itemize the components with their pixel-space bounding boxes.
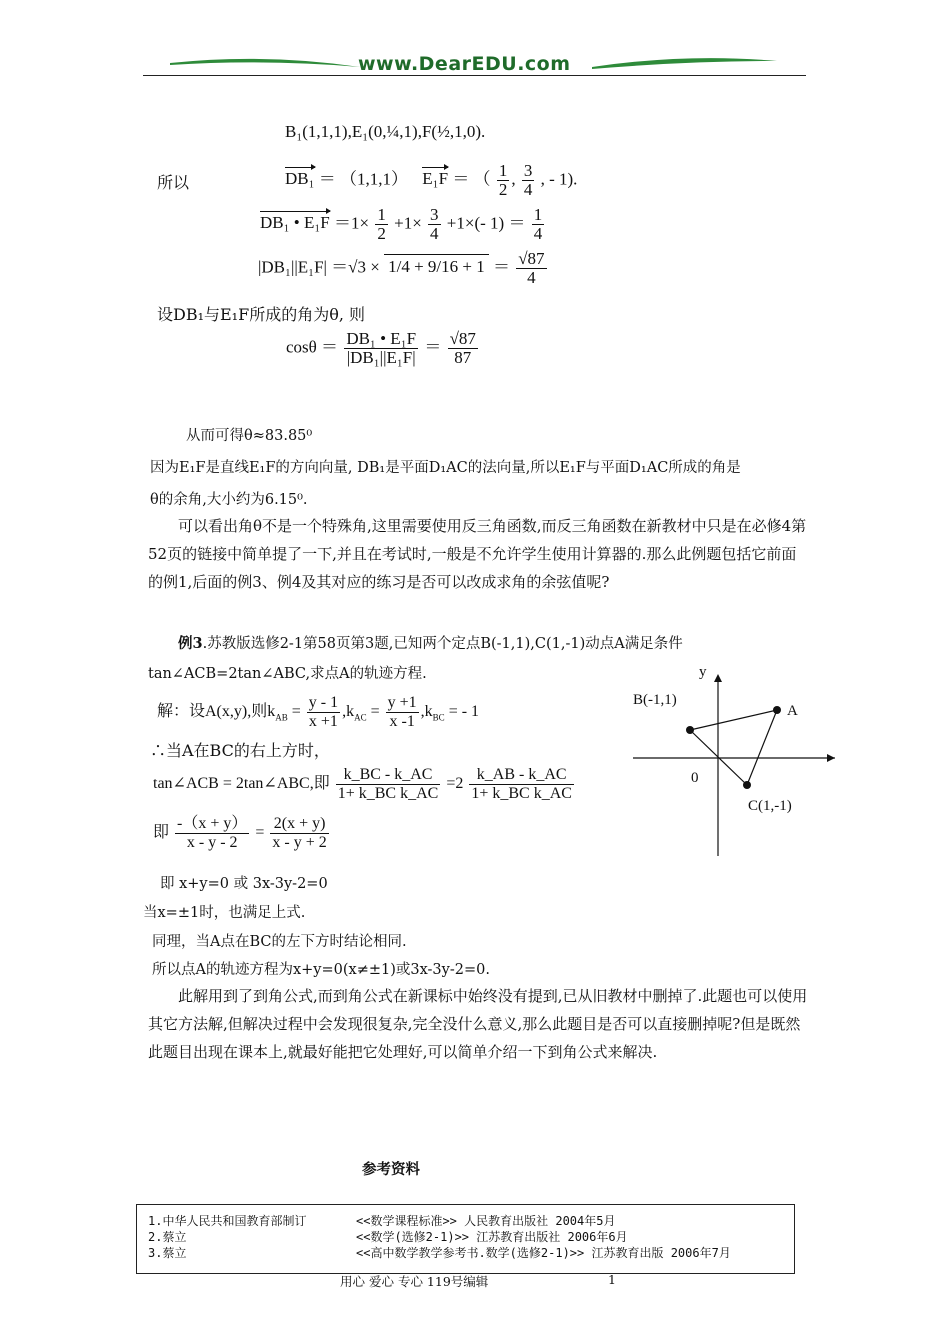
left-swoosh-decoration (170, 55, 360, 73)
vector-db1: DB₁ (285, 169, 315, 189)
fraction: $\frac{1}{2}$ (498, 161, 508, 199)
cos-left: cosθ ＝ (286, 337, 339, 357)
label-origin: 0 (691, 770, 699, 786)
label-b: B(-1,1) (633, 692, 677, 708)
dot-expr: ＝1× (334, 213, 370, 233)
label-c: C(1,-1) (748, 798, 792, 814)
solution-line-7: 同理，当A点在BC的左下方时结论相同. (152, 934, 407, 950)
fraction: $\frac{3}{4}$ (523, 161, 533, 199)
dot-expr-b: +1×(- 1) ＝ (446, 213, 526, 233)
segment-ac (747, 710, 777, 785)
fraction: $\frac{3}{4}$ (430, 205, 439, 243)
paragraph-conclusion: 此解用到了到角公式,而到角公式在新课标中始终没有提到,已从旧教材中删掉了.此题也可以使用其它方法解,但解决过程中会发现很复杂,完全没什么意义,那么此题目是否可以直接删掉呢?但是既然此题目出现在课本上,就最好能把它处理好,可以简单介绍一下到角公式来解决. (148, 987, 808, 1061)
fraction: $\frac{y +1}{x -1}$ (387, 694, 417, 730)
fraction: $\frac{\text{DB₁ • E₁F}}{\text{|DB₁||E₁F|}}$ (346, 329, 417, 367)
paragraph-direction-2: θ的余角,大小约为6.15⁰. (150, 492, 308, 508)
example3-label: 例3 (178, 635, 203, 652)
label-suoyi: 所以 (157, 173, 190, 192)
solution-line-6: 当x=±1时，也满足上式. (143, 905, 306, 921)
point-a (773, 706, 781, 714)
solution-eq: = (255, 824, 265, 842)
fraction: $\frac{2(x + y)}{x - y + 2}$ (272, 815, 327, 851)
example3-line1 (178, 632, 683, 653)
dot-expr-a: +1× (394, 213, 422, 233)
solution-lead: 解：设A(x,y),则k (157, 703, 276, 721)
norm-line (258, 250, 549, 287)
paragraph-direction-1: 因为E₁F是直线E₁F的方向向量, DB₁是平面D₁AC的法向量,所以E₁F与平面D₁AC所成的角是 (150, 460, 741, 476)
paragraph-discussion: 可以看出角θ不是一个特殊角,这里需要使用反三角函数,而反三角函数在新教材中只是在必修4第52页的链接中简单提了一下,并且在考试时,一般是不允许学生使用计算器的.那么此例题包括它前面的例1,后面的例3、例4及其对应的练习是否可以改成求角的余弦值呢? (148, 517, 807, 591)
fraction: $\frac{k\_AB - k\_AC}{\text{1+ k\_BC k\_AC}}$ (471, 766, 572, 802)
fraction: $\frac{k\_BC - k\_AC}{\text{1+ k\_BC k\_AC}}$ (337, 766, 439, 802)
norm-left: |DB₁||E₁F| (258, 257, 327, 277)
solution-ji: 即 (153, 824, 170, 842)
dot-product-line (260, 206, 546, 243)
sqrt-inner: 1/4 + 9/16 + 1 (384, 254, 489, 278)
vector-e1f-tail: , - 1). (540, 169, 578, 189)
vector-db1-value: ＝ （1,1,1） (318, 169, 409, 189)
norm-eq: ＝ (492, 257, 510, 277)
example3-line2: tan∠ACB=2tan∠ABC,求点A的轨迹方程. (148, 666, 427, 682)
example3-text: .苏教版选修2-1第58页第3题,已知两个定点B(-1,1),C(1,-1)动点A满足条件 (202, 636, 683, 652)
point-b (686, 726, 694, 734)
vector-e1f: E₁F (422, 169, 449, 189)
reference-item-1-source: <<数学课程标准>> 人民教育出版社 2004年5月 (356, 1214, 616, 1228)
label-y: y (699, 664, 707, 680)
fraction: $\frac{√87}{4}$ (518, 249, 545, 287)
segment-ba (690, 710, 777, 730)
reference-item-1: 1.中华人民共和国教育部制订 (148, 1214, 307, 1228)
reference-item-3-source: <<高中数学教学参考书.数学(选修2-1)>> 江苏教育出版 2006年7月 (356, 1246, 731, 1260)
reference-item-3: 3.蔡立 (148, 1246, 187, 1260)
coordinates-line: B₁(1,1,1),E₁(0,¼,1),F(½,1,0). (285, 122, 486, 141)
cos-line (286, 330, 480, 367)
fraction: $\frac{1}{2}$ (377, 205, 386, 243)
y-axis-arrow (714, 674, 722, 682)
x-axis-arrow (827, 754, 835, 762)
paragraph-angle-result: 从而可得θ≈83.85⁰ (186, 428, 313, 444)
point-c (743, 781, 751, 789)
solution-line-1: 解：设A(x,y),则$k_{AB}$ = $\frac{y - 1}{x +1}$ $,k_{AC}$ = $\frac{y +1}{x -1}$ $,k_{BC}$ = - 1 (157, 694, 480, 730)
solution-line-8: 所以点A的轨迹方程为x+y=0(x≠±1)或3x-3y-2=0. (152, 962, 490, 978)
angle-intro: 设DB₁与E₁F所成的角为θ, 则 (157, 305, 366, 324)
coordinate-figure (630, 660, 840, 860)
right-swoosh-decoration (592, 55, 777, 73)
fraction: $\frac{y - 1}{x +1}$ (308, 694, 339, 730)
solution-tan-lead: tan∠ACB = 2tan∠ABC,即 (153, 775, 330, 793)
reference-item-2-source: <<数学(选修2-1)>> 江苏教育出版社 2006年6月 (356, 1230, 628, 1244)
fraction: $\frac{-(x + y)}{x - y - 2}$ (177, 815, 248, 851)
fraction: $\frac{√87}{87}$ (449, 329, 476, 367)
solution-line-5: 即 x+y=0 或 3x-3y-2=0 (160, 876, 328, 892)
solution-line-2: ∴当A在BC的右上方时， (150, 741, 330, 760)
solution-line-3 (153, 766, 576, 803)
fraction: $\frac{1}{4}$ (533, 205, 543, 243)
reference-item-2: 2.蔡立 (148, 1230, 187, 1244)
page-number: 1 (608, 1272, 616, 1287)
footer-text: 用心 爱心 专心 119号编辑 (340, 1274, 489, 1289)
norm-expr: ＝√3 × (331, 257, 380, 277)
site-logo: www.DearEDU.com (358, 53, 571, 75)
references-title: 参考资料 (362, 1161, 420, 1178)
dot-product-left: DB₁ • E₁F (260, 213, 330, 233)
solution-kbc-value: = - 1 (448, 703, 480, 721)
label-a: A (787, 703, 798, 719)
vector-e1f-open: ＝ （ (452, 169, 491, 189)
header-rule (143, 75, 806, 76)
solution-line-4 (153, 815, 331, 852)
solution-tan-eq: =2 (446, 775, 464, 793)
cos-eq: ＝ (424, 337, 442, 357)
vector-line-1: DB₁ ＝ （1,1,1） E₁F ＝ （ $\frac{1}{2}$ , $\frac{3}{4}$ , - 1). (285, 161, 578, 199)
